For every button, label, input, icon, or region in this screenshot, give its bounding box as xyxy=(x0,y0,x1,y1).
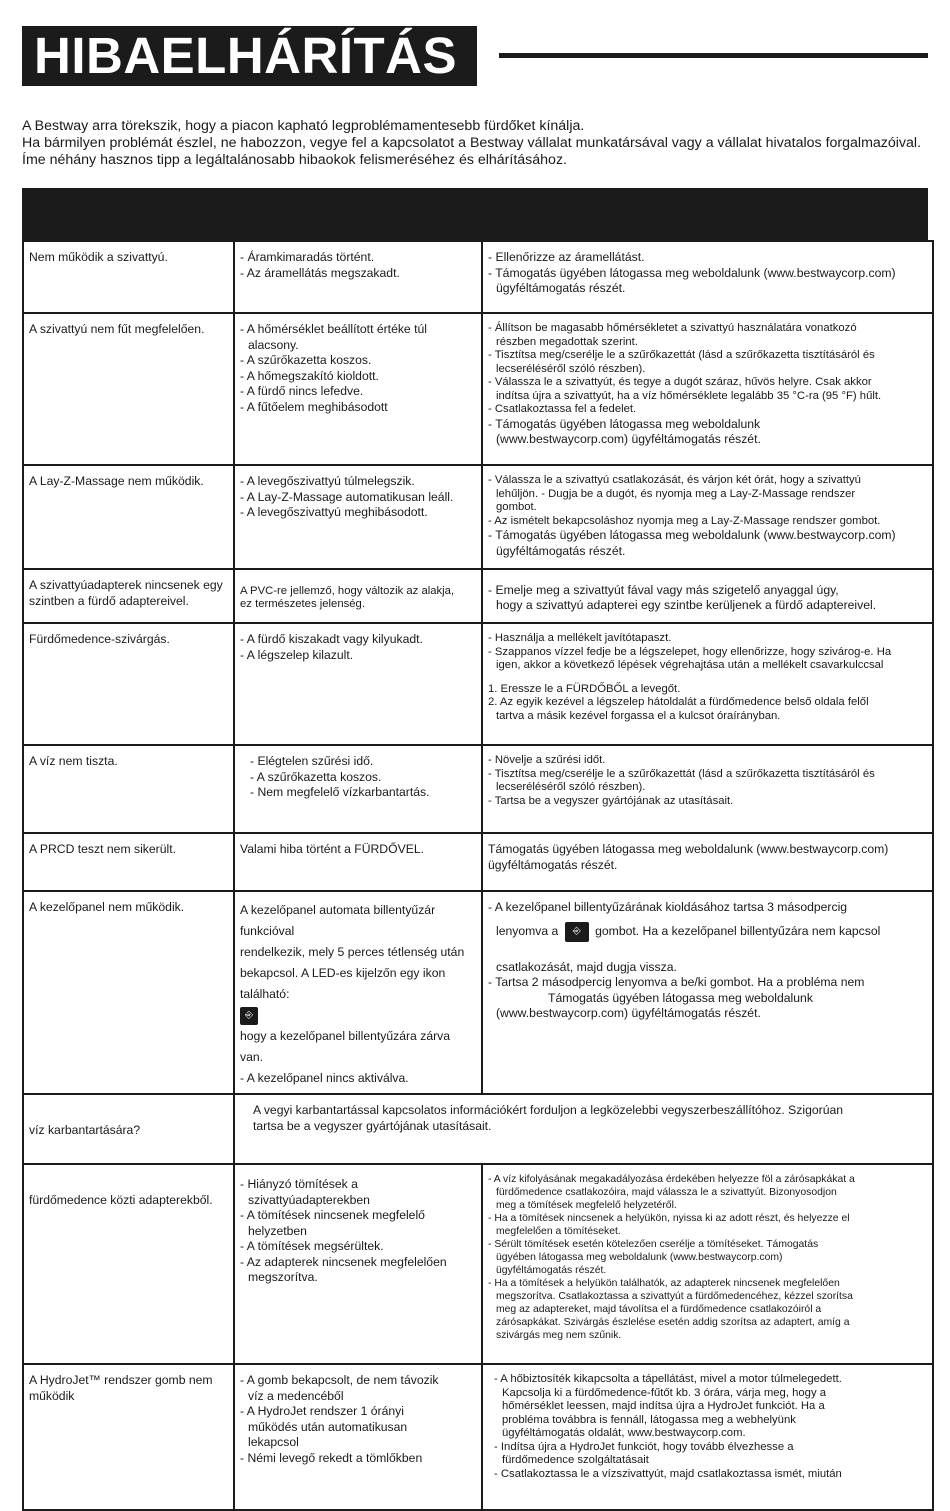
solution-item: - Sérült tömítések esetén kötelezően cserélje a tömítéseket. Támogatás xyxy=(488,1239,819,1250)
solution-item: részben megadottak szerint. xyxy=(496,335,638,348)
cause-item: - A levegőszivattyú túlmelegszik. xyxy=(240,474,415,488)
cause-item: alacsony. xyxy=(248,337,299,352)
cause-item: - A légszelep kilazult. xyxy=(240,647,354,662)
solution-item: ügyféltámogatás részét. xyxy=(496,281,626,295)
solution-item: lenyomva a xyxy=(496,923,559,938)
solution-item: - Csatlakoztassa fel a fedelet. xyxy=(488,403,637,415)
troubleshooting-table xyxy=(22,240,934,1511)
solution-item: - Ha a tömítések a helyükön találhatók, az adapterek nincsenek megfelelően xyxy=(488,1278,840,1289)
cause-cell xyxy=(234,1364,482,1510)
intro-line: Ha bármilyen problémát észlel, ne habozzon, vegye fel a kapcsolatot a Bestway vállalat munkatársával vagy a vállalat hivatalos forgalmazóival. Íme néhány hasznos tipp a legáltalánosabb hibaokok felismeréséhez és elhárításához. xyxy=(22,135,922,168)
cause-cell xyxy=(234,569,482,623)
cause-item: - Nem megfelelő vízkarbantartás. xyxy=(250,785,430,799)
solution-item: tartsa be a vegyszer gyártójának utasításait. xyxy=(253,1118,492,1133)
solution-cell xyxy=(482,1164,933,1364)
solution-cell xyxy=(482,891,933,1094)
problem-text: A Lay-Z-Massage nem működik. xyxy=(29,474,204,488)
cause-item: - Hiányzó tömítések a xyxy=(240,1177,358,1191)
solution-item: ügyében látogassa meg weboldalunk (www.bestwaycorp.com) xyxy=(496,1252,783,1263)
solution-item: ügyféltámogatás részét. xyxy=(496,543,626,558)
cause-item: - A gomb bekapcsolt, de nem távozik xyxy=(240,1373,439,1387)
cause-item: lekapcsol xyxy=(248,1435,299,1449)
lock-button-icon: ⎆ xyxy=(565,922,589,942)
solution-item: igen, akkor a következő lépések végrehajtása után a mellékelt csavarkulccsal xyxy=(496,659,884,671)
solution-item: (www.bestwaycorp.com) ügyféltámogatás részét. xyxy=(496,1006,761,1020)
solution-item: - Szappanos vízzel fedje be a légszelepet, hogy ellenőrizze, hogy szivárog-e. Ha xyxy=(488,645,892,658)
solution-item: - A víz kifolyásának megakadályozása érdekében helyezze föl a zárósapkákat a xyxy=(488,1174,855,1185)
solution-item: megszorítva. Csatlakoztassa a szivattyút a fürdőmedencéhez, kézzel szorítsa xyxy=(496,1291,853,1302)
solution-cell xyxy=(482,745,933,833)
cause-item: bekapcsol. A LED-es kijelzőn egy ikon található: xyxy=(240,966,446,1001)
solution-cell xyxy=(482,465,933,569)
cause-item: víz a medencéből xyxy=(248,1388,344,1403)
solution-item: - Tartsa 2 másodpercig lenyomva a be/ki gombot. Ha a probléma nem xyxy=(488,975,865,989)
solution-item: lecseréléséről szóló részben). xyxy=(496,362,646,375)
cause-cell xyxy=(234,891,482,1094)
solution-item: - Indítsa újra a HydroJet funkciót, hogy tovább élvezhesse a xyxy=(494,1440,794,1453)
cause-cell xyxy=(234,833,482,891)
table-row xyxy=(23,241,933,313)
cause-cell xyxy=(234,241,482,313)
solution-item: meg a tömítések megfelelő helyzetéről. xyxy=(496,1200,677,1211)
cause-item: A PVC-re jellemző, hogy változik az alakja, xyxy=(240,584,455,597)
problem-text: A kezelőpanel nem működik. xyxy=(29,900,185,914)
problem-cell xyxy=(23,313,234,465)
cause-item: - A hőmérséklet beállított értéke túl xyxy=(240,322,427,336)
solution-item: - Tartsa be a vegyszer gyártójának az utasításait. xyxy=(488,794,734,807)
cause-item: ez természetes jelenség. xyxy=(240,598,365,610)
cause-item: - Némi levegő rekedt a tömlőkben xyxy=(240,1450,423,1465)
cause-item: - A szűrőkazetta koszos. xyxy=(240,353,372,367)
solution-item: szivárgás meg nem szűnik. xyxy=(496,1330,622,1341)
solution-item: - A kezelőpanel billentyűzárának kioldásához tartsa 3 másodpercig xyxy=(488,900,848,914)
solution-item: Támogatás ügyében látogassa meg weboldalunk xyxy=(548,990,813,1005)
solution-item: - Az ismételt bekapcsoláshoz nyomja meg a Lay-Z-Massage rendszer gombot. xyxy=(488,514,881,527)
cause-item: - A kezelőpanel nincs aktiválva. xyxy=(240,1071,409,1085)
page-title: HIBAELHÁRÍTÁS xyxy=(22,26,477,86)
solution-item: ügyféltámogatás oldalát, www.bestwaycorp.com. xyxy=(502,1427,746,1439)
cause-item: Valami hiba történt a FÜRDŐVEL. xyxy=(240,842,425,856)
solution-cell xyxy=(482,1364,933,1510)
cause-item: működés után automatikusan xyxy=(248,1419,408,1434)
problem-cell xyxy=(23,1164,234,1364)
solution-item: - Ellenőrizze az áramellátást. xyxy=(488,250,645,264)
cause-item: - A fürdő kiszakadt vagy kilyukadt. xyxy=(240,632,423,646)
solution-item: - Csatlakoztassa le a vízszivattyút, majd csatlakoztassa ismét, miután xyxy=(494,1467,842,1480)
cause-item: - Az áramellátás megszakadt. xyxy=(240,265,400,280)
cause-cell xyxy=(234,623,482,745)
solution-cell xyxy=(482,569,933,623)
problem-cell xyxy=(23,465,234,569)
solution-item: - Ha a tömítések nincsenek a helyükön, nyissa ki az adott részt, és helyezze el xyxy=(488,1213,850,1224)
problem-text: A szivattyú nem fűt megfelelően. xyxy=(29,322,205,336)
solution-item: lehűljön. - Dugja be a dugót, és nyomja meg a Lay-Z-Massage rendszer xyxy=(496,487,856,500)
solution-item: ügyféltámogatás részét. xyxy=(488,857,618,872)
solution-item: fürdőmedence szolgáltatásait xyxy=(502,1454,649,1466)
problem-text: Nem működik a szivattyú. xyxy=(29,250,168,264)
solution-item: - Válassza le a szivattyú csatlakozását, és várjon két órát, hogy a szivattyú xyxy=(488,474,861,486)
problem-text: A HydroJet™ rendszer gomb nem működik xyxy=(29,1373,213,1403)
solution-item: gombot. xyxy=(496,501,537,513)
problem-text: A PRCD teszt nem sikerült. xyxy=(29,842,176,856)
problem-cell xyxy=(23,833,234,891)
solution-item: - Támogatás ügyében látogassa meg weboldalunk (www.bestwaycorp.com) xyxy=(488,528,896,542)
solution-item: hogy a szivattyú adapterei egy szintbe kerüljenek a fürdő adaptereivel. xyxy=(496,598,877,612)
problem-cell xyxy=(23,241,234,313)
problem-text: víz karbantartására? xyxy=(29,1123,141,1138)
solution-item: - Növelje a szűrési időt. xyxy=(488,754,606,766)
solution-item: - Válassza le a szivattyút, és tegye a dugót száraz, hűvös helyre. Csak akkor xyxy=(488,376,872,388)
solution-item: lecseréléséről szóló részben). xyxy=(496,781,646,793)
cause-item: - A hőmegszakító kioldott. xyxy=(240,368,379,383)
solution-step: 2. Az egyik kezével a légszelep hátoldalát a fürdőmedence belső oldala felől xyxy=(488,696,869,708)
cause-item: megszorítva. xyxy=(248,1270,318,1284)
cause-item: - Áramkimaradás történt. xyxy=(240,250,375,264)
cause-item: - A tömítések megsérültek. xyxy=(240,1239,384,1253)
solution-item: indítsa újra a szivattyút, ha a víz hőmérséklete legalább 35 °C-ra (95 °F) hűlt. xyxy=(496,389,882,402)
solution-cell xyxy=(482,241,933,313)
cause-cell xyxy=(234,745,482,833)
table-row xyxy=(23,569,933,623)
solution-cell xyxy=(482,313,933,465)
cause-item: - A fürdő nincs lefedve. xyxy=(240,384,364,398)
solution-item: - Tisztítsa meg/cserélje le a szűrőkazettát (lásd a szűrőkazetta tisztításáról és xyxy=(488,767,875,780)
solution-item: - Emelje meg a szivattyút fával vagy más szigetelő anyaggal úgy, xyxy=(488,582,839,597)
table-row xyxy=(23,1364,933,1510)
solution-cell xyxy=(482,833,933,891)
solution-item: megfelelően a tömítéseket. xyxy=(496,1226,621,1237)
intro-text xyxy=(22,118,932,169)
table-header-bar xyxy=(22,188,928,240)
intro-line: A Bestway arra törekszik, hogy a piacon kapható legproblémamentesebb fürdőket kínálja. xyxy=(22,118,585,134)
solution-item: zárósapkákat. Szivárgás észlelése esetén addig szorítsa az adaptert, amíg a xyxy=(496,1317,850,1328)
cause-item: - A Lay-Z-Massage automatikusan leáll. xyxy=(240,489,454,504)
cause-item: - A szűrőkazetta koszos. xyxy=(250,769,382,784)
solution-item: meg az adaptereket, majd távolítsa el a fürdőmedence csatlakozóiról a xyxy=(496,1304,822,1315)
problem-text: A szivattyúadapterek nincsenek egy szintben a fürdő adaptereivel. xyxy=(29,578,223,608)
solution-item: csatlakozását, majd dugja vissza. xyxy=(496,959,677,974)
lock-icon: ⎆ xyxy=(240,1007,258,1025)
table-row xyxy=(23,833,933,891)
solution-step: 1. Eressze le a FÜRDŐBŐL a levegőt. xyxy=(488,682,681,695)
solution-item: probléma továbbra is fennáll, látogassa meg a webhelyünk xyxy=(502,1413,796,1426)
solution-item: - Használja a mellékelt javítótapaszt. xyxy=(488,632,672,644)
table-row xyxy=(23,745,933,833)
cause-item: helyzetben xyxy=(248,1223,307,1238)
solution-item: Támogatás ügyében látogassa meg weboldalunk (www.bestwaycorp.com) xyxy=(488,842,889,856)
solution-item: - A hőbiztosíték kikapcsolta a tápellátást, mivel a motor túlmelegedett. xyxy=(494,1373,842,1385)
solution-item: A vegyi karbantartással kapcsolatos információkért forduljon a legközelebbi vegyszerbeszállítóhoz. Szigorúan xyxy=(253,1103,844,1117)
solution-item: - Tisztítsa meg/cserélje le a szűrőkazettát (lásd a szűrőkazetta tisztításáról és xyxy=(488,349,875,361)
cause-cell xyxy=(234,465,482,569)
solution-item: - Állítson be magasabb hőmérsékletet a szivattyú használatára vonatkozó xyxy=(488,322,857,334)
cause-item: - A tömítések nincsenek megfelelő xyxy=(240,1208,425,1222)
cause-cell xyxy=(234,1164,482,1364)
table-row xyxy=(23,313,933,465)
table-row xyxy=(23,891,933,1094)
cause-item: hogy a kezelőpanel billentyűzára zárva van. xyxy=(240,1029,451,1064)
problem-text: fürdőmedence közti adapterekből. xyxy=(29,1193,213,1207)
table-row xyxy=(23,1094,933,1164)
problem-cell xyxy=(23,569,234,623)
cause-item: rendelkezik, mely 5 perces tétlenség után xyxy=(240,945,465,959)
solution-item: - Támogatás ügyében látogassa meg weboldalunk xyxy=(488,416,761,431)
problem-cell xyxy=(23,1094,234,1164)
cause-item: A kezelőpanel automata billentyűzár funkcióval xyxy=(240,903,436,938)
solution-item: - Támogatás ügyében látogassa meg weboldalunk (www.bestwaycorp.com) xyxy=(488,265,896,280)
problem-text: Fürdőmedence-szivárgás. xyxy=(29,632,170,646)
title-rule xyxy=(499,53,928,58)
table-row xyxy=(23,623,933,745)
problem-cell xyxy=(23,623,234,745)
cause-item: - A HydroJet rendszer 1 órányi xyxy=(240,1404,404,1418)
table-row xyxy=(23,1164,933,1364)
problem-cell xyxy=(23,891,234,1094)
solution-step: tartva a másik kezével forgassa el a kulcsot óraírányban. xyxy=(496,709,781,722)
problem-cell xyxy=(23,1364,234,1510)
solution-cell xyxy=(482,623,933,745)
cause-item: - Az adapterek nincsenek megfelelően xyxy=(240,1254,447,1269)
solution-item: gombot. Ha a kezelőpanel billentyűzára nem kapcsol xyxy=(595,923,881,938)
cause-item: szivattyúadapterekben xyxy=(248,1192,370,1207)
problem-text: A víz nem tiszta. xyxy=(29,754,118,768)
cause-item: - Elégtelen szűrési idő. xyxy=(250,754,374,768)
problem-cell xyxy=(23,745,234,833)
cause-cell xyxy=(234,313,482,465)
solution-item: hőmérséklet leessen, majd indítsa újra a HydroJet funkciót. Ha a xyxy=(502,1400,825,1412)
solution-item: fürdőmedence csatlakozóira, majd válassza le a szivattyút. Bizonyosodjon xyxy=(496,1187,837,1198)
solution-item: ügyféltámogatás részét. xyxy=(496,1265,607,1276)
solution-item: (www.bestwaycorp.com) ügyféltámogatás részét. xyxy=(496,432,761,446)
solution-item: Kapcsolja ki a fürdőmedence-fűtőt kb. 3 órára, várja meg, hogy a xyxy=(502,1386,827,1399)
cause-item: - A fűtőelem meghibásodott xyxy=(240,399,388,414)
table-row xyxy=(23,465,933,569)
cause-item: - A levegőszivattyú meghibásodott. xyxy=(240,505,428,519)
merged-solution-cell xyxy=(234,1094,933,1164)
